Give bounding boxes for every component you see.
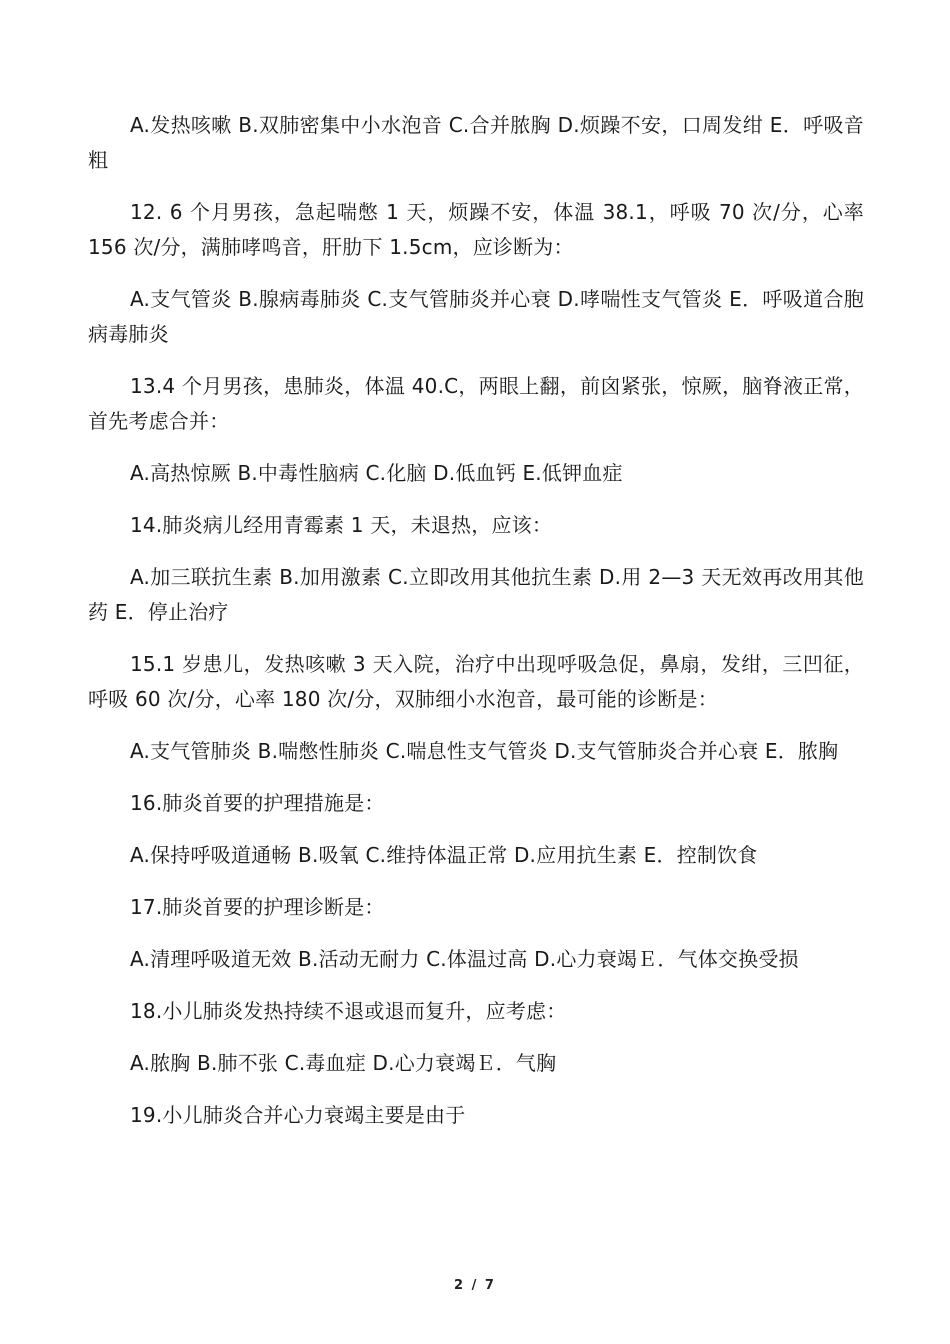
option-line-17: A.清理呼吸道无效 B.活动无耐力 C.体温过高 D.心力衰竭Ｅ．气体交换受损 — [130, 947, 799, 971]
option-line-11: A.发热咳嗽 B.双肺密集中小水泡音 C.合并脓胸 D.烦躁不安，口周发绀 E．呼吸音粗 — [88, 113, 864, 172]
option-line-14: A.加三联抗生素 B.加用激素 C.立即改用其他抗生素 D.用 2—3 天无效再改用其他药 E．停止治疗 — [88, 565, 864, 624]
option-line-15: A.支气管肺炎 B.喘憋性肺炎 C.喘息性支气管炎 D.支气管肺炎合并心衰 E．脓胸 — [130, 739, 839, 763]
question-16: 16.肺炎首要的护理措施是： — [130, 791, 385, 815]
option-line-18: A.脓胸 B.肺不张 C.毒血症 D.心力衰竭Ｅ．气胸 — [130, 1051, 557, 1075]
option-line-13: A.高热惊厥 B.中毒性脑病 C.化脑 D.低血钙 E.低钾血症 — [130, 461, 623, 485]
question-13: 13.4 个月男孩，患肺炎，体温 40.C，两眼上翻，前囟紧张，惊厥，脑脊液正常，首先考虑合并： — [88, 374, 864, 433]
question-12: 12. 6 个月男孩，急起喘憋 1 天，烦躁不安，体温 38.1，呼吸 70 次/分，心率 156 次/分，满肺哮鸣音，肝肋下 1.5cm，应诊断为： — [88, 200, 864, 259]
question-17: 17.肺炎首要的护理诊断是： — [130, 895, 385, 919]
question-18: 18.小儿肺炎发热持续不退或退而复升，应考虑： — [130, 999, 567, 1023]
question-19: 19.小儿肺炎合并心力衰竭主要是由于 — [130, 1103, 466, 1127]
question-15: 15.1 岁患儿，发热咳嗽 3 天入院，治疗中出现呼吸急促，鼻扇，发绀，三凹征，呼吸 60 次/分，心率 180 次/分，双肺细小水泡音，最可能的诊断是： — [88, 652, 864, 711]
question-14: 14.肺炎病儿经用青霉素 1 天，未退热，应该： — [130, 513, 553, 537]
page-number: 2 / 7 — [454, 1278, 496, 1293]
option-line-12: A.支气管炎 B.腺病毒肺炎 C.支气管肺炎并心衰 D.哮喘性支气管炎 E．呼吸道合胞病毒肺炎 — [88, 287, 864, 346]
option-line-16: A.保持呼吸道通畅 B.吸氧 C.维持体温正常 D.应用抗生素 E．控制饮食 — [130, 843, 758, 867]
document-body — [88, 108, 864, 1150]
